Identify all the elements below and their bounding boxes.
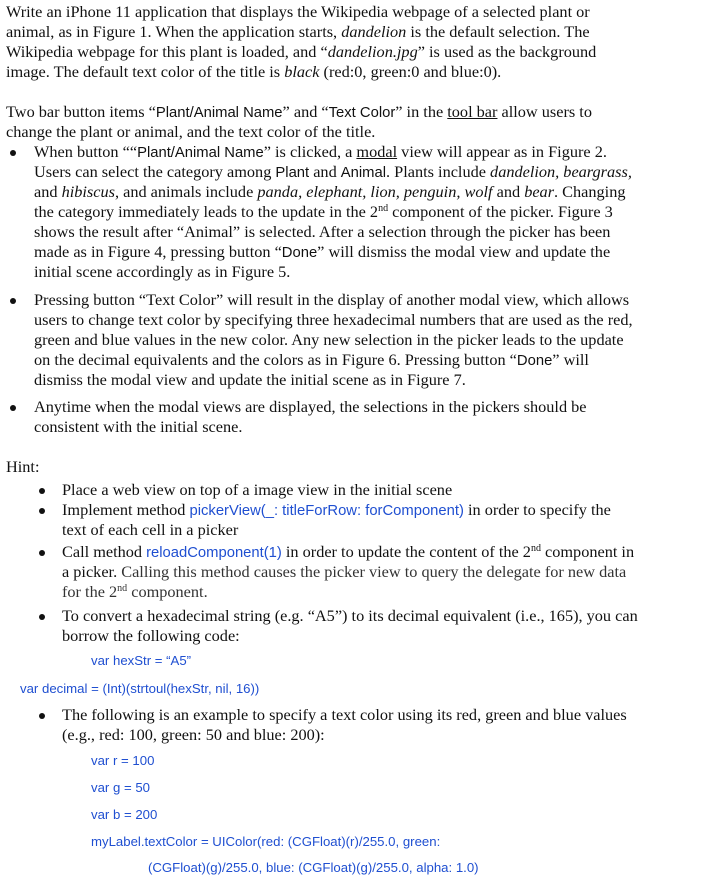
b1-line-6: made as in Figure 4, pressing button “Done” will dismiss the modal view and update the [34,242,611,261]
h4-line-2: borrow the following code: [62,626,240,645]
b1-line-1: When button ““Plant/Animal Name” is clicked, a modal view will appear as in Figure 2. [34,142,607,161]
h5-line-1: The following is an example to specify a text color using its red, green and blue values [62,705,627,724]
h2-line-1: Implement method pickerView(_: titleForRow: forComponent) in order to specify the [62,500,611,519]
b3-line-2: consistent with the initial scene. [34,417,243,436]
b2-line-2: users to change text color by specifying three hexadecimal numbers that are used as the red, [34,310,633,329]
b2-line-5: dismiss the modal view and update the initial scene as in Figure 7. [34,370,466,389]
bullet-dot [39,550,45,556]
bullet-dot [10,405,16,411]
b2-line-4: on the decimal equivalents and the colors as in Figure 6. Pressing button “Done” will [34,350,589,369]
b1-line-3: and hibiscus, and animals include panda, elephant, lion, penguin, wolf and bear. Changing [34,182,626,201]
h3-line-1: Call method reloadComponent(1) in order to update the content of the 2nd component in [62,542,635,561]
code-line-textcolor: myLabel.textColor = UIColor(red: (CGFloat)(r)/255.0, green: [91,834,441,849]
code-line-b: var b = 200 [91,807,158,822]
p1-line-1: Write an iPhone 11 application that displays the Wikipedia webpage of a selected plant or [6,2,590,21]
code-line-g: var g = 50 [91,780,151,795]
b1-line-5: shows the result after “Animal” is selected. After a selection through the picker has been [34,222,611,241]
code-line-hexstr: var hexStr = “A5” [91,653,192,668]
bullet-dot [39,614,45,620]
b1-line-4: the category immediately leads to the update in the 2nd component of the picker. Figure 3 [34,202,613,221]
bullet-dot [39,508,45,514]
p2-line-1: Two bar button items “Plant/Animal Name” and “Text Color” in the tool bar allow users to [6,102,592,121]
h3-line-3: for the 2nd component. [62,582,208,601]
code-line-uicolor-cont: (CGFloat)(g)/255.0, blue: (CGFloat)(g)/255.0, alpha: 1.0) [148,860,479,875]
p1-line-3: Wikipedia webpage for this plant is loaded, and “dandelion.jpg” is used as the background [6,42,597,61]
h1-line-1: Place a web view on top of a image view in the initial scene [62,480,453,499]
p2-line-2: change the plant or animal, and the text color of the title. [6,122,376,141]
h2-line-2: text of each cell in a picker [62,520,239,539]
h3-line-2: a picker. Calling this method causes the picker view to query the delegate for new data [62,562,627,581]
b3-line-1: Anytime when the modal views are displayed, the selections in the pickers should be [34,397,587,416]
b1-line-2: Users can select the category among Plant and Animal. Plants include dandelion, beargrass, [34,162,632,181]
code-line-r: var r = 100 [91,753,155,768]
bullet-dot [10,150,16,156]
p1-line-4: image. The default text color of the title is black (red:0, green:0 and blue:0). [6,62,502,81]
bullet-dot [10,298,16,304]
p1-line-2: animal, as in Figure 1. When the application starts, dandelion is the default selection. The [6,22,590,41]
code-line-decimal: var decimal = (Int)(strtoul(hexStr, nil, 16)) [20,681,260,696]
bullet-dot [39,488,45,494]
h4-line-1: To convert a hexadecimal string (e.g. “A5”) to its decimal equivalent (i.e., 165), you can [62,606,638,625]
b1-line-7: initial scene accordingly as in Figure 5. [34,262,291,281]
b2-line-3: green and blue values in the new color. Any new selection in the picker leads to the update [34,330,624,349]
hint-label: Hint: [6,457,40,476]
b2-line-1: Pressing button “Text Color” will result in the display of another modal view, which allows [34,290,630,309]
bullet-dot [39,713,45,719]
h5-line-2: (e.g., red: 100, green: 50 and blue: 200): [62,725,325,744]
